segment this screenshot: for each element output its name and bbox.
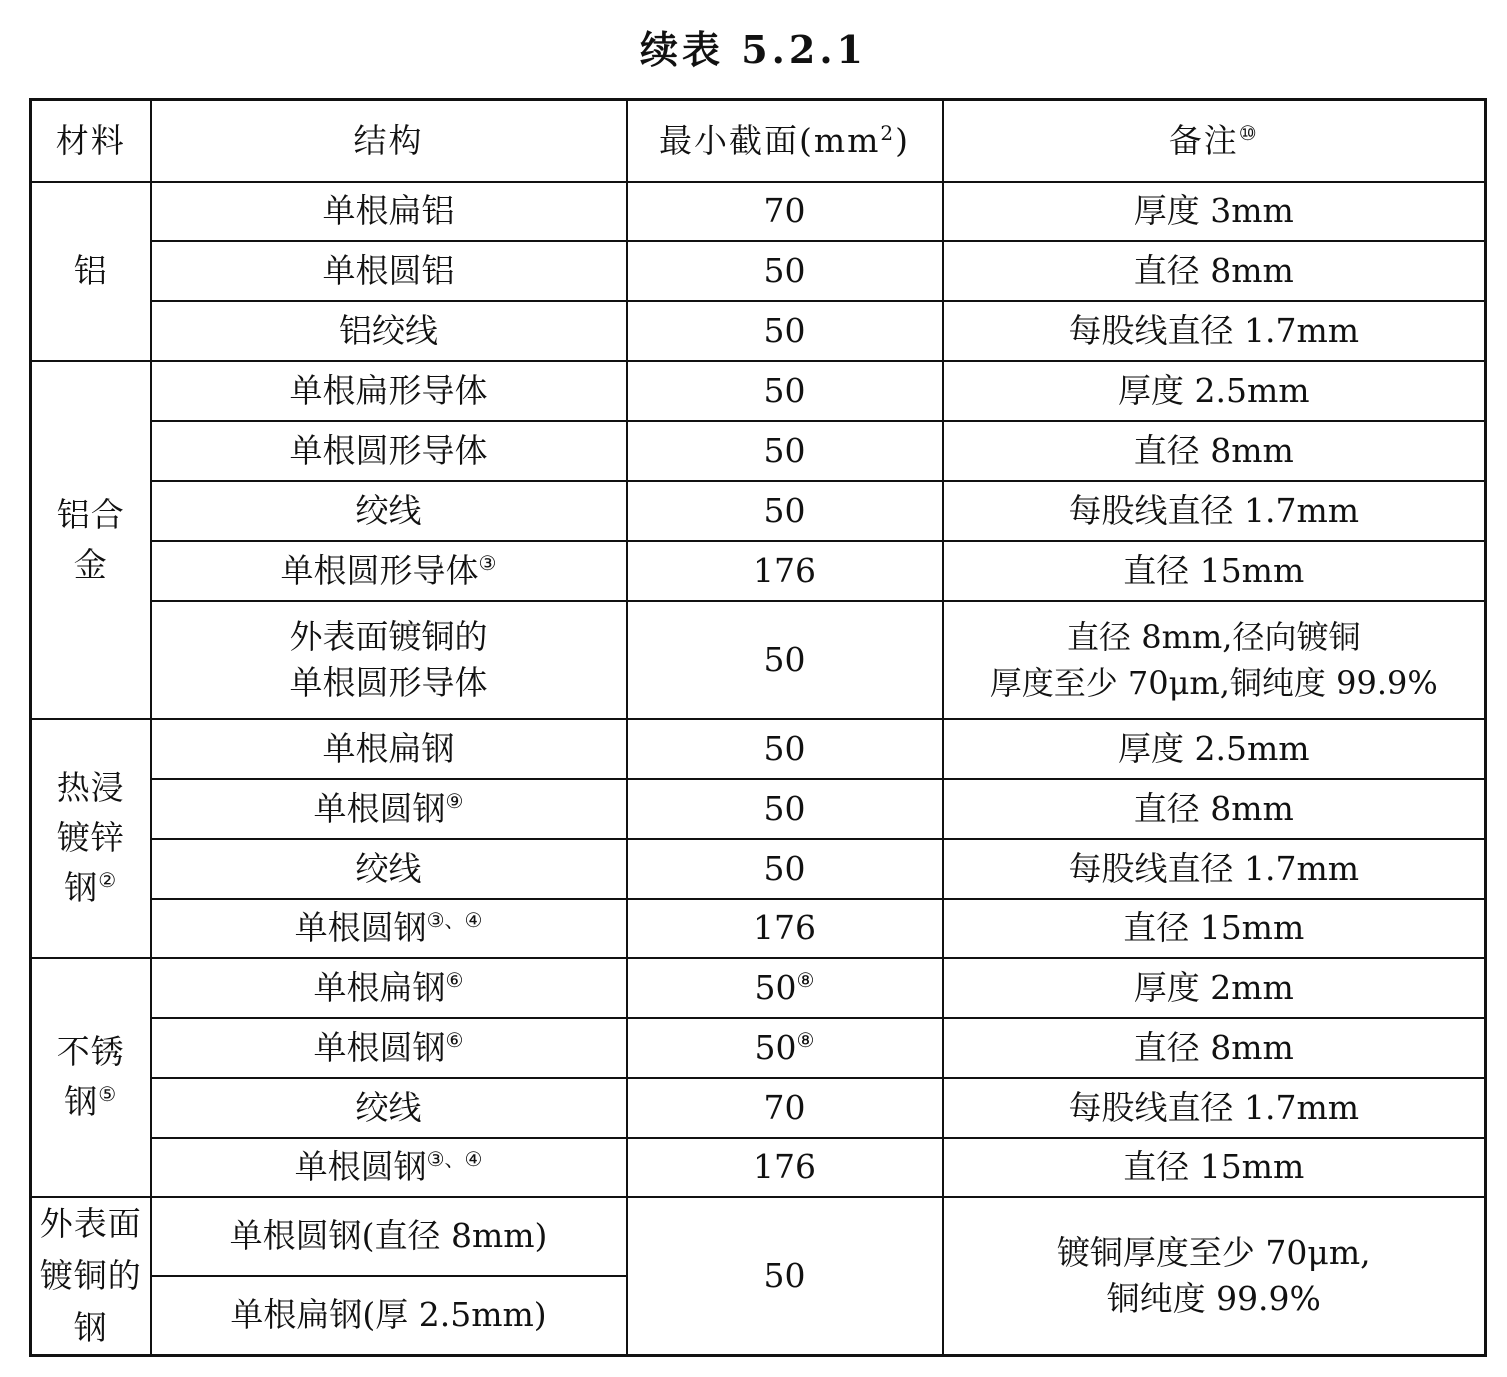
remark-cell: 直径 15mm: [943, 1138, 1486, 1197]
material-stainless-steel: [31, 958, 151, 1197]
structure-text: 单根圆钢: [294, 908, 427, 947]
material-coppered-line3: 钢: [73, 1307, 108, 1347]
material-coppered-line1: 外表面: [39, 1203, 142, 1243]
structure-text: 单根圆形导体: [280, 550, 479, 590]
table-title: 续表 5.2.1: [639, 27, 867, 72]
table-row: [31, 182, 1486, 241]
structure-cell: [151, 601, 627, 719]
table-row: [31, 1018, 1486, 1078]
remark-cell: 厚度 2.5mm: [943, 361, 1486, 421]
section-cell: 50: [627, 839, 943, 899]
remark-cell: 每股线直径 1.7mm: [943, 839, 1486, 899]
material-galvanized-steel: [31, 719, 151, 958]
section-cell: 50: [627, 421, 943, 481]
table-row: [31, 1078, 1486, 1138]
remark-line1: 直径 8mm,径向镀铜: [1067, 617, 1361, 656]
grounding-material-table: [29, 98, 1487, 1357]
footnote-ref: ③、④: [426, 908, 483, 932]
structure-text: 单根圆钢: [313, 788, 446, 828]
footnote-ref: ⑧: [796, 1027, 815, 1052]
remark-cell: 直径 8mm: [943, 241, 1486, 301]
header-remark-sup: ⑩: [1238, 120, 1259, 145]
header-remark-text: 备注: [1168, 120, 1239, 160]
header-min-section: [627, 100, 943, 182]
footnote-ref: ⑤: [98, 1082, 118, 1106]
remark-cell: 直径 15mm: [943, 899, 1486, 958]
structure-line1: 外表面镀铜的: [289, 616, 488, 656]
footnote-ref: ⑨: [445, 788, 464, 813]
table-row: [31, 779, 1486, 839]
footnote-ref: ③: [478, 550, 497, 575]
section-cell: 50: [627, 779, 943, 839]
table-row: [31, 481, 1486, 541]
structure-cell: 单根圆钢(直径 8mm): [151, 1197, 627, 1276]
structure-cell: 单根扁钢: [151, 719, 627, 779]
table-row: [31, 1197, 1486, 1276]
structure-cell: 单根扁铝: [151, 182, 627, 241]
structure-cell: 绞线: [151, 1078, 627, 1138]
header-remark: [943, 100, 1486, 182]
remark-cell: 每股线直径 1.7mm: [943, 481, 1486, 541]
material-alloy-line2: 金: [73, 544, 108, 584]
table-row: [31, 361, 1486, 421]
section-cell: 50: [627, 361, 943, 421]
structure-cell: 单根扁形导体: [151, 361, 627, 421]
table-row: [31, 958, 1486, 1018]
material-coppered-line2: 镀铜的: [39, 1255, 142, 1295]
remark-cell: 厚度 2.5mm: [943, 719, 1486, 779]
structure-cell: 铝绞线: [151, 301, 627, 361]
table-row: [31, 601, 1486, 719]
structure-cell: [151, 1018, 627, 1078]
section-text: 50: [754, 967, 797, 1007]
table-row: [31, 241, 1486, 301]
header-min-section-prefix: 最小截面(mm: [658, 120, 881, 160]
structure-cell: 单根圆形导体: [151, 421, 627, 481]
material-alloy-line1: 铝合: [56, 494, 125, 534]
footnote-ref: ⑧: [796, 967, 815, 992]
section-cell: 176: [627, 541, 943, 601]
remark-cell: 厚度 3mm: [943, 182, 1486, 241]
header-min-section-suffix: ): [895, 120, 911, 160]
remark-cell: 每股线直径 1.7mm: [943, 301, 1486, 361]
table-row: [31, 541, 1486, 601]
structure-cell: [151, 1138, 627, 1197]
section-cell: 70: [627, 1078, 943, 1138]
header-structure: 结构: [151, 100, 627, 182]
section-text: 50: [754, 1027, 797, 1067]
table-row: [31, 301, 1486, 361]
table-row: [31, 839, 1486, 899]
structure-cell: 绞线: [151, 839, 627, 899]
material-coppered-steel: [31, 1197, 151, 1356]
table-row: [31, 421, 1486, 481]
structure-cell: 单根扁钢(厚 2.5mm): [151, 1276, 627, 1355]
material-galv-line1: 热浸: [56, 768, 125, 807]
material-galv-line3: 钢: [64, 868, 99, 907]
section-cell: 50: [627, 241, 943, 301]
structure-cell: [151, 541, 627, 601]
section-cell: 50: [627, 301, 943, 361]
structure-cell: [151, 899, 627, 958]
remark-cell: 直径 8mm: [943, 421, 1486, 481]
section-cell: 176: [627, 1138, 943, 1197]
structure-text: 单根圆钢: [313, 1027, 446, 1067]
table-row: [31, 719, 1486, 779]
material-stainless-line2: 钢: [64, 1082, 99, 1121]
remark-cell: 厚度 2mm: [943, 958, 1486, 1018]
remark-cell: 每股线直径 1.7mm: [943, 1078, 1486, 1138]
footnote-ref: ⑥: [445, 967, 464, 992]
section-cell: 70: [627, 182, 943, 241]
section-cell: 50: [627, 481, 943, 541]
table-row: [31, 1138, 1486, 1197]
section-cell: 50: [627, 1197, 943, 1356]
remark-cell: 直径 8mm: [943, 1018, 1486, 1078]
footnote-ref: ⑥: [445, 1027, 464, 1052]
material-aluminum: 铝: [31, 182, 151, 361]
section-cell: 50: [627, 719, 943, 779]
structure-cell: 单根圆铝: [151, 241, 627, 301]
footnote-ref: ②: [98, 868, 118, 892]
structure-cell: 绞线: [151, 481, 627, 541]
remark-cell: [943, 601, 1486, 719]
remark-line2: 厚度至少 70μm,铜纯度 99.9%: [989, 663, 1438, 702]
section-cell: [627, 958, 943, 1018]
section-cell: [627, 1018, 943, 1078]
remark-cell: 直径 15mm: [943, 541, 1486, 601]
material-stainless-line1: 不锈: [56, 1032, 125, 1071]
structure-cell: [151, 779, 627, 839]
remark-line1: 镀铜厚度至少 70μm,: [1056, 1232, 1371, 1272]
header-min-section-sup: 2: [880, 120, 896, 145]
header-material: 材料: [31, 100, 151, 182]
remark-line2: 铜纯度 99.9%: [1106, 1278, 1321, 1318]
remark-cell: 直径 8mm: [943, 779, 1486, 839]
header-row: [31, 100, 1486, 182]
structure-text: 单根扁钢: [313, 967, 446, 1007]
material-aluminum-alloy: [31, 361, 151, 719]
section-cell: 176: [627, 899, 943, 958]
structure-text: 单根圆钢: [294, 1147, 427, 1186]
table-row: [31, 899, 1486, 958]
remark-cell: [943, 1197, 1486, 1356]
footnote-ref: ③、④: [426, 1147, 483, 1171]
structure-line2: 单根圆形导体: [289, 662, 488, 702]
section-cell: 50: [627, 601, 943, 719]
material-galv-line2: 镀锌: [56, 818, 125, 857]
structure-cell: [151, 958, 627, 1018]
